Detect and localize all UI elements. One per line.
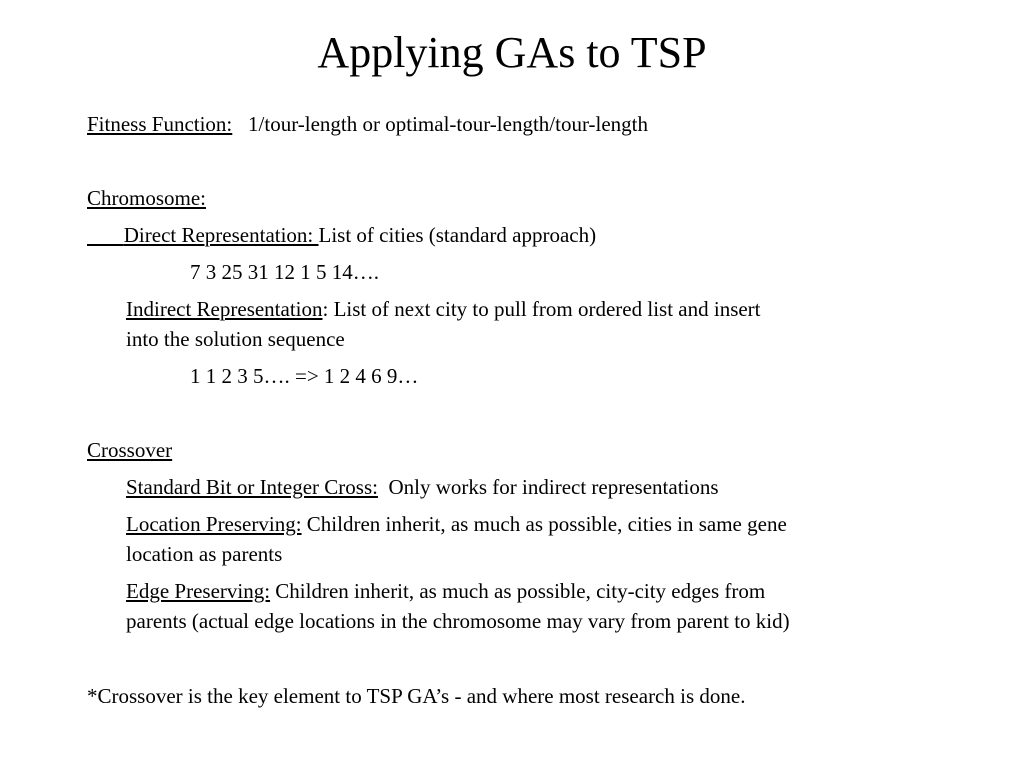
location-preserving-label: Location Preserving: (126, 512, 302, 536)
direct-representation-label: Direct Representation: (123, 223, 319, 247)
standard-cross-line (126, 472, 719, 502)
location-preserving-line-1 (126, 509, 787, 539)
standard-cross-text: Only works for indirect representations (388, 475, 719, 499)
direct-representation-text: List of cities (standard approach) (318, 223, 597, 247)
indirect-example: 1 1 2 3 5…. => 1 2 4 6 9… (190, 364, 419, 388)
fitness-label: Fitness Function: (87, 112, 233, 136)
crossover-heading: Crossover (87, 438, 173, 462)
indirect-representation-text: : List of next city to pull from ordered list and insert (322, 297, 761, 321)
location-preserving-text: Children inherit, as much as possible, cities in same gene (301, 512, 787, 536)
edge-preserving-line-1 (126, 576, 765, 606)
indirect-representation-line-1 (126, 294, 761, 324)
indirect-representation-label: Indirect Representation (126, 297, 323, 321)
edge-preserving-text: Children inherit, as much as possible, city-city edges from (270, 579, 766, 603)
direct-representation-line (87, 220, 596, 250)
location-preserving-line-2: location as parents (126, 542, 283, 566)
footnote: *Crossover is the key element to TSP GA’s - and where most research is done. (87, 684, 746, 708)
standard-cross-gap (378, 475, 389, 499)
standard-cross-label: Standard Bit or Integer Cross: (126, 475, 378, 499)
chromosome-heading: Chromosome: (87, 186, 206, 210)
fitness-gap (232, 112, 248, 136)
fitness-text: 1/tour-length or optimal-tour-length/tour-length (248, 112, 649, 136)
fitness-line (87, 109, 648, 139)
edge-preserving-line-2: parents (actual edge locations in the chromosome may vary from parent to kid) (126, 609, 790, 633)
direct-example: 7 3 25 31 12 1 5 14…. (190, 260, 379, 284)
slide-title: Applying GAs to TSP (317, 28, 707, 77)
edge-preserving-label: Edge Preserving: (126, 579, 271, 603)
indirect-representation-line-2: into the solution sequence (126, 327, 345, 351)
direct-indent-underline (87, 223, 124, 247)
